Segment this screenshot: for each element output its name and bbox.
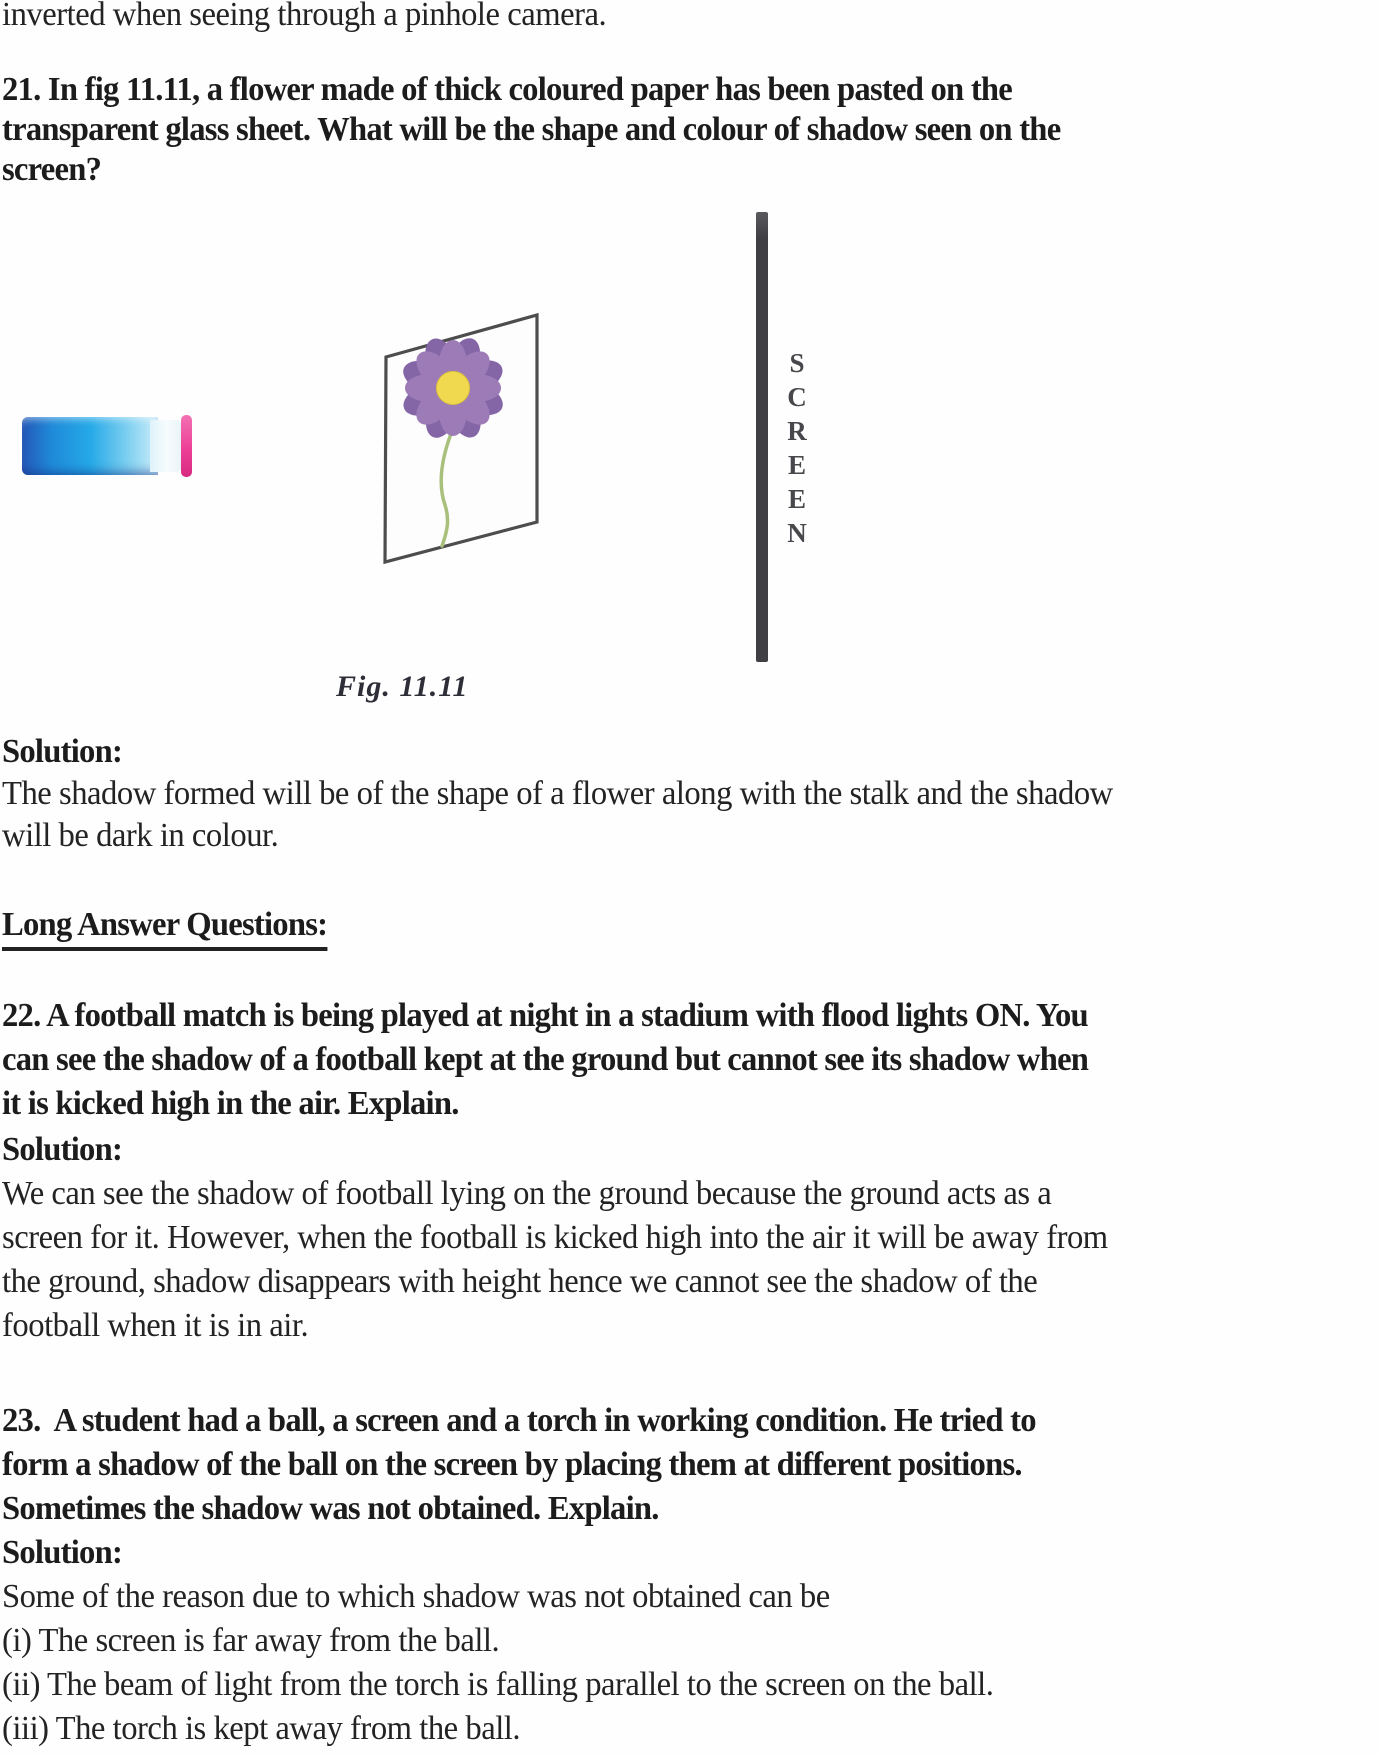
screen-letter: E <box>787 450 806 480</box>
screen-label <box>782 346 812 550</box>
solution-label: Solution: <box>2 1131 123 1168</box>
solution-line: (ii) The beam of light from the torch is falling parallel to the screen on the ball. <box>2 1666 994 1703</box>
question-line: it is kicked high in the air. Explain. <box>2 1085 459 1122</box>
question-line: 23. A student had a ball, a screen and a torch in working condition. He tried to <box>2 1402 1036 1439</box>
solution-line: the ground, shadow disappears with height hence we cannot see the shadow of the <box>2 1263 1038 1300</box>
screen-letter: S <box>789 348 805 378</box>
torch-body <box>22 417 158 475</box>
solution-line: will be dark in colour. <box>2 817 279 854</box>
solution-line: football when it is in air. <box>2 1307 309 1344</box>
solution-line: screen for it. However, when the football is kicked high into the air it will be away from <box>2 1219 1108 1256</box>
solution-line: (iii) The torch is kept away from the ball. <box>2 1710 521 1747</box>
question-line: form a shadow of the ball on the screen by placing them at different positions. <box>2 1446 1022 1483</box>
solution-21 <box>2 731 1113 857</box>
screen-letter: R <box>787 416 807 446</box>
screen-bar <box>756 212 768 662</box>
question-line: 21. In fig 11.11, a flower made of thick coloured paper has been pasted on the <box>2 71 1013 108</box>
question-line: can see the shadow of a football kept at the ground but cannot see its shadow when <box>2 1041 1089 1078</box>
torch-head <box>150 420 182 472</box>
screen-letter: C <box>787 382 807 412</box>
solution-23 <box>2 1531 993 1751</box>
glass-sheet-illustration <box>370 300 555 580</box>
question-line: screen? <box>2 151 102 188</box>
solution-line: Some of the reason due to which shadow was not obtained can be <box>2 1578 830 1615</box>
solution-label: Solution: <box>2 1534 123 1571</box>
intro-paragraph <box>2 0 606 35</box>
solution-label: Solution: <box>2 733 123 770</box>
figure-11-11 <box>0 200 1378 670</box>
question-23 <box>2 1399 1036 1531</box>
paragraph-line: inverted when seeing through a pinhole camera. <box>2 0 607 33</box>
section-heading-long-answer-questions: Long Answer Questions: <box>2 906 327 951</box>
torch-rim <box>181 415 192 477</box>
question-line: Sometimes the shadow was not obtained. Explain. <box>2 1490 659 1527</box>
question-22 <box>2 994 1088 1126</box>
question-21 <box>2 70 1060 190</box>
flower-center <box>437 372 470 405</box>
screen-letter: N <box>787 518 807 548</box>
figure-caption: Fig. 11.11 <box>336 670 469 703</box>
solution-line: The shadow formed will be of the shape of a flower along with the stalk and the shadow <box>2 775 1113 812</box>
solution-line: We can see the shadow of football lying on the ground because the ground acts as a <box>2 1175 1052 1212</box>
question-line: transparent glass sheet. What will be the shape and colour of shadow seen on the <box>2 111 1061 148</box>
screen-letter: E <box>787 484 806 514</box>
solution-22 <box>2 1128 1108 1348</box>
solution-line: (i) The screen is far away from the ball. <box>2 1622 500 1659</box>
section-heading-wrap <box>2 906 327 951</box>
question-line: 22. A football match is being played at night in a stadium with flood lights ON. You <box>2 997 1088 1034</box>
